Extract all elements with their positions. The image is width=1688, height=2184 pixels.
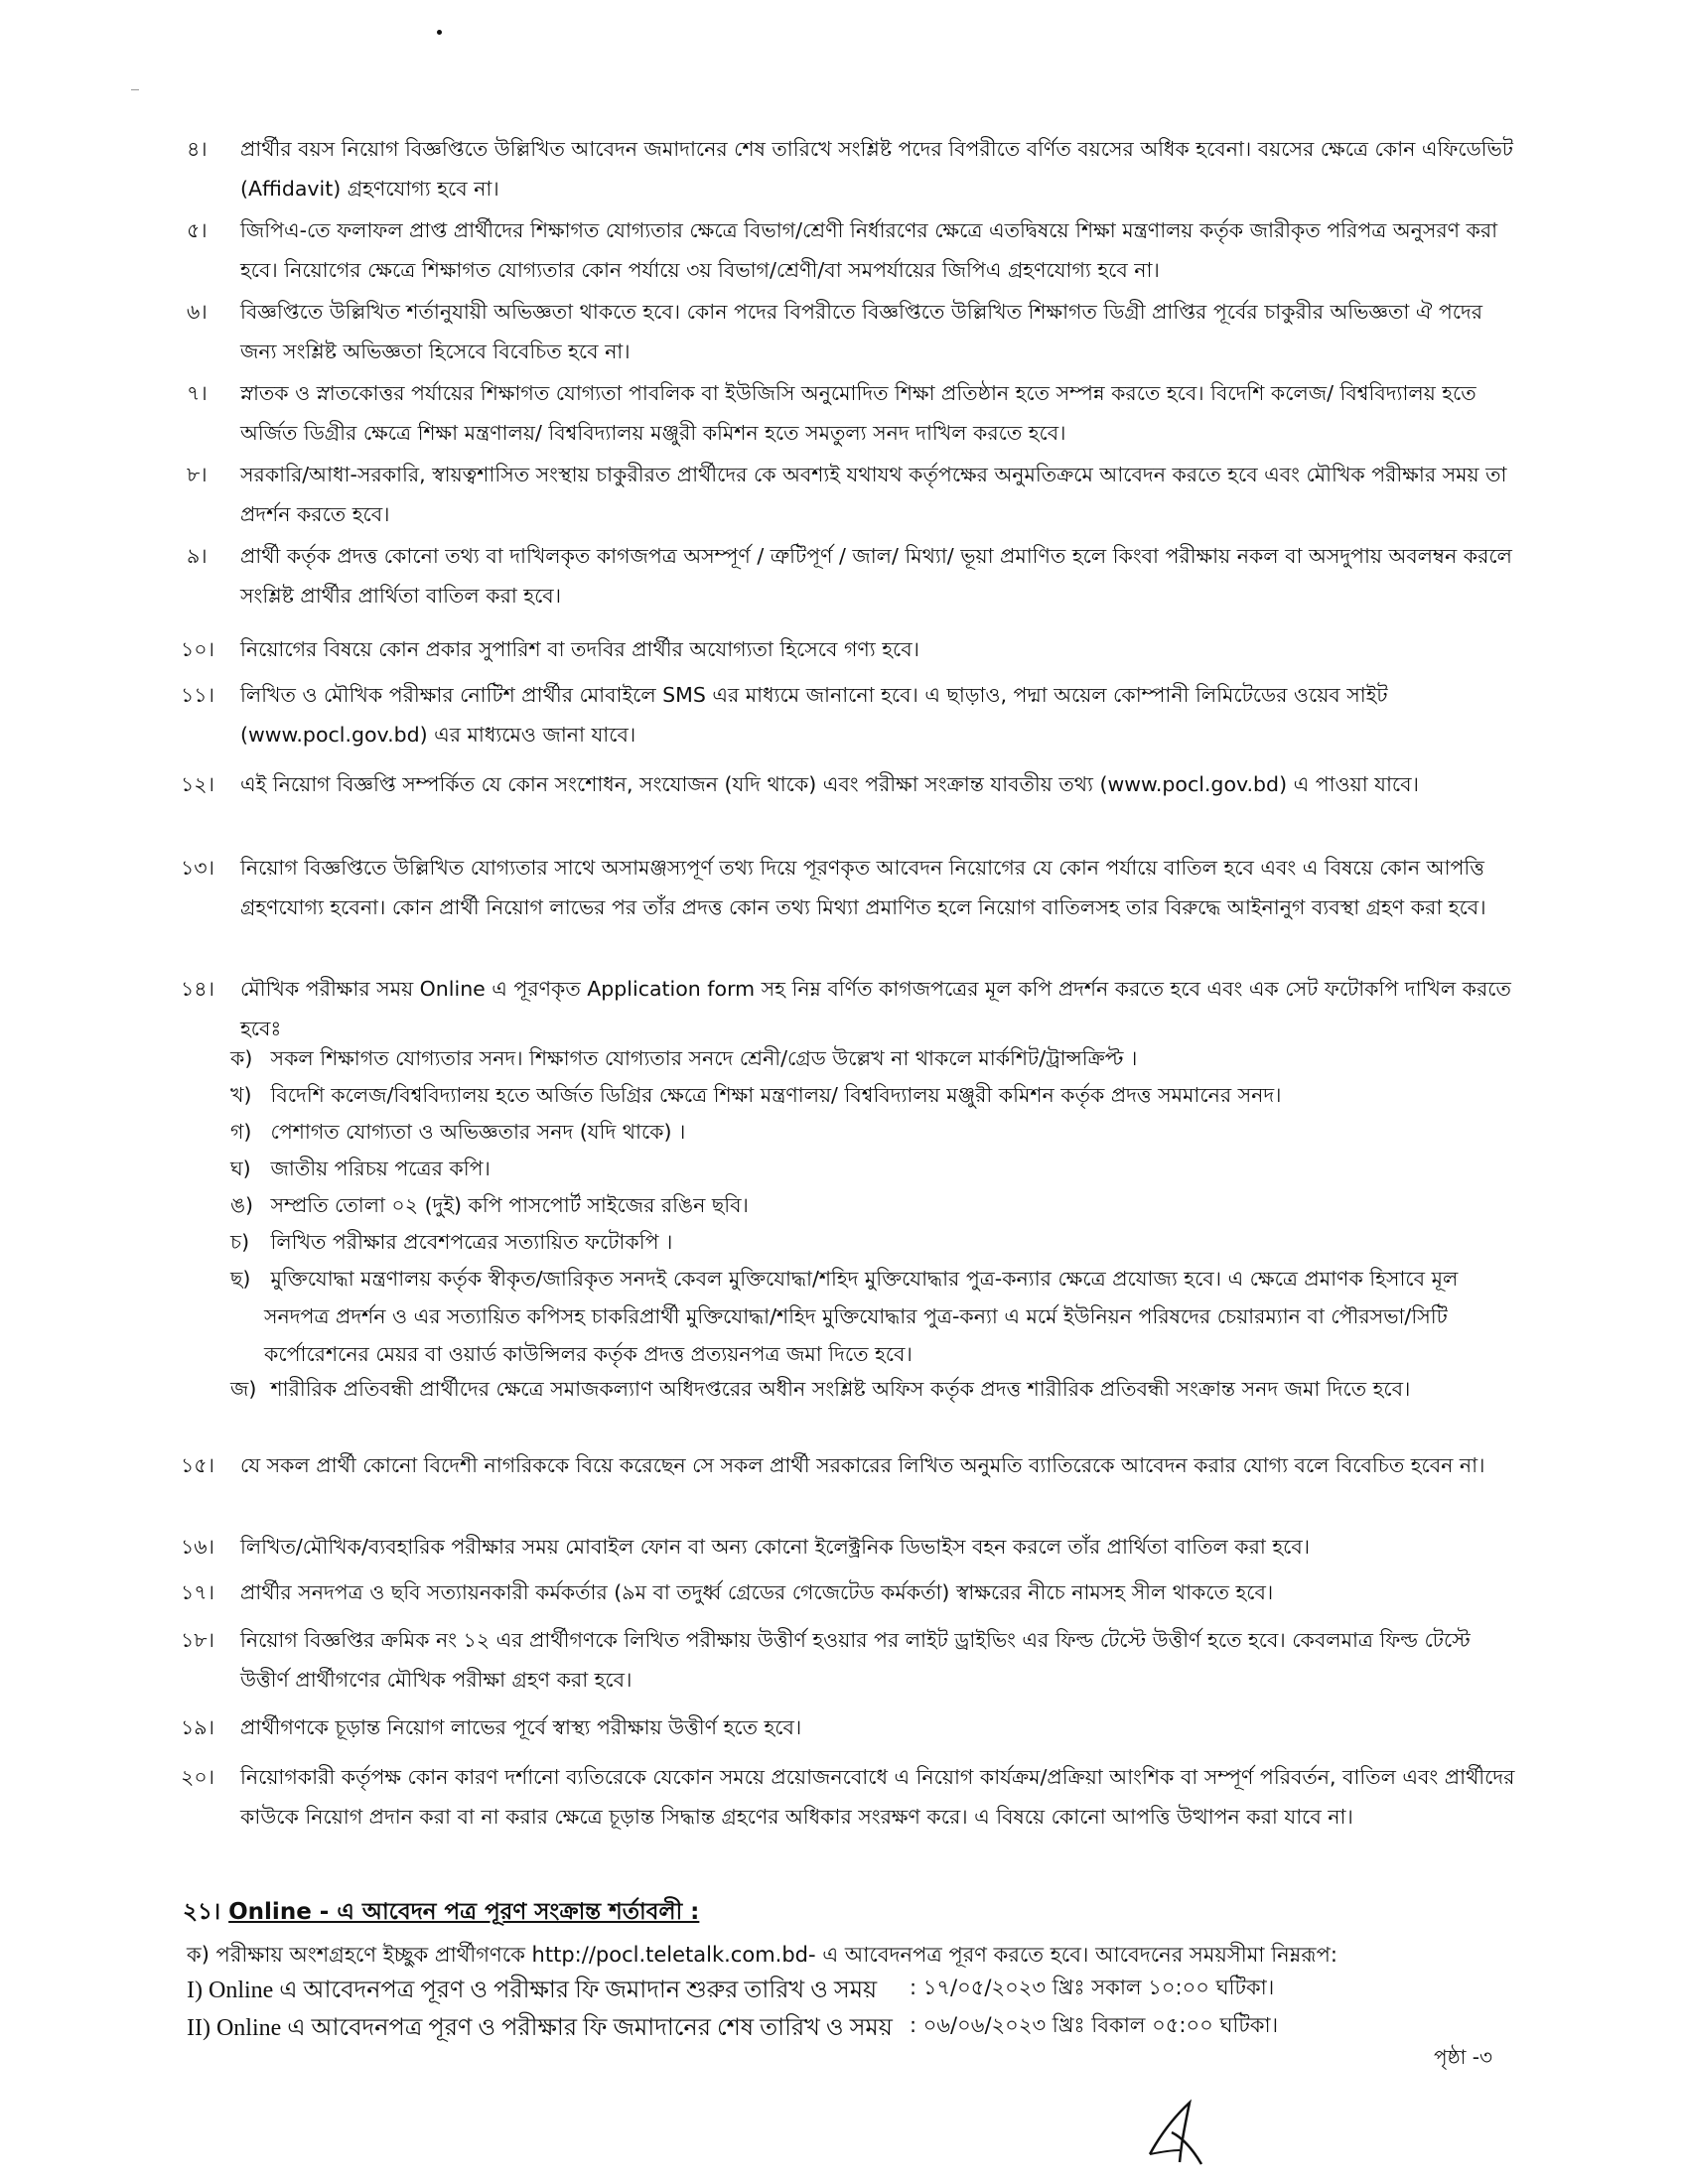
subclause-label: ক) xyxy=(230,1046,253,1070)
clause-number: ৮। xyxy=(187,463,208,486)
clause-text: স্নাতক ও স্নাতকোত্তর পর্যায়ের শিক্ষাগত যোগ্যতা পাবলিক বা ইউজিসি অনুমোদিত শিক্ষা প্রতিষ্ঠান হতে সম্পন্ন করতে হবে। বিদেশি কলেজ/ বিশ্ববিদ্যালয় হতে অর্জিত ডিগ্রীর ক্ষেত্রে শিক্ষা মন্ত্রণালয়/ বিশ্ববিদ্যালয় মঞ্জুরী কমিশন হতে সমতুল্য সনদ দাখিল করতে হবে। xyxy=(240,381,1477,445)
clause-text: জিপিএ-তে ফলাফল প্রাপ্ত প্রার্থীদের শিক্ষাগত যোগ্যতার ক্ষেত্রে বিভাগ/শ্রেণী নির্ধারণের ক্ষেত্রে এতদ্বিষয়ে শিক্ষা মন্ত্রণালয় কর্তৃক জারীকৃত পরিপত্র অনুসরণ করা হবে। নিয়োগের ক্ষেত্রে শিক্ষাগত যোগ্যতার কোন পর্যায়ে ৩য় বিভাগ/শ্রেণী/বা সমপর্যায়ের জিপিএ গ্রহণযোগ্য হবে না। xyxy=(240,218,1498,282)
clause-number: ১১। xyxy=(181,683,214,707)
clause-number: ১৬। xyxy=(181,1535,214,1559)
subclause-label: ঙ) xyxy=(230,1193,254,1217)
subclause-text: লিখিত পরীক্ষার প্রবেশপত্রের সত্যায়িত ফটোকপি । xyxy=(270,1230,673,1254)
subclause-kha xyxy=(230,1076,1521,1114)
subclause-uma xyxy=(230,1186,1521,1224)
subclause-gha xyxy=(230,1150,1521,1187)
line-ii-label: II) Online এ আবেদনপত্র পূরণ ও পরীক্ষার ফি জমাদানের শেষ তারিখ ও সময় xyxy=(187,2015,893,2041)
subclause-text: সকল শিক্ষাগত যোগ্যতার সনদ। শিক্ষাগত যোগ্যতার সনদে শ্রেনী/গ্রেড উল্লেখ না থাকলে মার্কশিট/ট্রান্সক্রিপ্ট । xyxy=(270,1046,1138,1070)
section-21-line-i xyxy=(187,1972,1275,2011)
clause-number: ১৫। xyxy=(181,1453,214,1477)
clause-number: ১৮। xyxy=(181,1628,214,1652)
line-i-value: : ১৭/০৫/২০২৩ খ্রিঃ সকাল ১০:০০ ঘটিকা। xyxy=(910,1976,1275,1999)
clause-text: প্রার্থীর সনদপত্র ও ছবি সত্যায়নকারী কর্মকর্তার (৯ম বা তদুর্ধ্ব গ্রেডের গেজেটেড কর্মকর্তা) স্বাক্ষরের নীচে নামসহ সীল থাকতে হবে। xyxy=(240,1580,1274,1604)
clause-text: লিখিত ও মৌখিক পরীক্ষার নোটিশ প্রার্থীর মোবাইলে SMS এর মাধ্যমে জানানো হবে। এ ছাড়াও, পদ্মা অয়েল কোম্পানী লিমিটেডের ওয়েব সাইট (www.pocl.gov.bd) এর মাধ্যমেও জানা যাবে। xyxy=(240,683,1388,747)
clause-number: ১৯। xyxy=(181,1715,214,1739)
clause-text: সরকারি/আধা-সরকারি, স্বায়ত্বশাসিত সংস্থায় চাকুরীরত প্রার্থীদের কে অবশ্যই যথাযথ কর্তৃপক্ষের অনুমতিক্রমে আবেদন করতে হবে এবং মৌখিক পরীক্ষার সময় তা প্রদর্শন করতে হবে। xyxy=(240,463,1507,526)
signature-mark xyxy=(1142,2093,1221,2172)
subclause-cha xyxy=(230,1223,1521,1261)
clause-number: ৪। xyxy=(187,137,208,161)
subclause-text: বিদেশি কলেজ/বিশ্ববিদ্যালয় হতে অর্জিত ডিগ্রির ক্ষেত্রে শিক্ষা মন্ত্রণালয়/ বিশ্ববিদ্যালয় মঞ্জুরী কমিশন কর্তৃক প্রদত্ত সমমানের সনদ। xyxy=(270,1083,1282,1107)
clause-text: নিয়োগকারী কর্তৃপক্ষ কোন কারণ দর্শানো ব্যতিরেকে যেকোন সময়ে প্রয়োজনবোধে এ নিয়োগ কার্যক্রম/প্রক্রিয়া আংশিক বা সম্পূর্ণ পরিবর্তন, বাতিল এবং প্রার্থীদের কাউকে নিয়োগ প্রদান করা বা না করার ক্ষেত্রে চূড়ান্ত সিদ্ধান্ত গ্রহণের অধিকার সংরক্ষণ করে। এ বিষয়ে কোনো আপত্তি উত্থাপন করা যাবে না। xyxy=(240,1765,1515,1829)
subclause-label: ঘ) xyxy=(230,1157,251,1180)
scan-speck xyxy=(437,30,442,35)
clause-number: ১৩। xyxy=(181,856,214,880)
subclause-chha xyxy=(230,1260,1525,1373)
clause-text: নিয়োগ বিজ্ঞপ্তির ক্রমিক নং ১২ এর প্রার্থীগণকে লিখিত পরীক্ষায় উত্তীর্ণ হওয়ার পর লাইট ড্রাইভিং এর ফিল্ড টেস্টে উত্তীর্ণ হতে হবে। কেবলমাত্র ফিল্ড টেস্টে উত্তীর্ণ প্রার্থীগণের মৌখিক পরীক্ষা গ্রহণ করা হবে। xyxy=(240,1628,1471,1692)
clause-number: ১০। xyxy=(181,637,214,661)
subclause-label: খ) xyxy=(230,1083,252,1107)
section-title: Online - এ আবেদন পত্র পূরণ সংক্রান্ত শর্তাবলী : xyxy=(228,1899,700,1925)
subclause-text: পেশাগত যোগ্যতা ও অভিজ্ঞতার সনদ (যদি থাকে) । xyxy=(270,1120,686,1144)
clause-text: প্রার্থীর বয়স নিয়োগ বিজ্ঞপ্তিতে উল্লিখিত আবেদন জমাদানের শেষ তারিখে সংশ্লিষ্ট পদের বিপরীতে বর্ণিত বয়সের অধিক হবেনা। বয়সের ক্ষেত্রে কোন এফিডেভিট (Affidavit) গ্রহণযোগ্য হবে না। xyxy=(240,137,1513,201)
subclause-ga xyxy=(230,1113,1521,1151)
clause-number: ৭। xyxy=(187,381,208,405)
clause-number: ৯। xyxy=(187,544,208,568)
clause-text: বিজ্ঞপ্তিতে উল্লিখিত শর্তানুযায়ী অভিজ্ঞতা থাকতে হবে। কোন পদের বিপরীতে বিজ্ঞপ্তিতে উল্লিখিত শিক্ষাগত ডিগ্রী প্রাপ্তির পূর্বের চাকুরীর অভিজ্ঞতা ঐ পদের জন্য সংশ্লিষ্ট অভিজ্ঞতা হিসেবে বিবেচিত হবে না। xyxy=(240,300,1483,363)
clause-number: ২০। xyxy=(181,1765,214,1789)
section-21-line-ka: ক) পরীক্ষায় অংশগ্রহণে ইচ্ছুক প্রার্থীগণকে http://pocl.teletalk.com.bd- এ আবেদনপত্র পূরণ করতে হবে। আবেদনের সময়সীমা নিম্নরূপ: xyxy=(187,1943,1337,1967)
clause-number: ১২। xyxy=(181,772,214,796)
subclause-text: সম্প্রতি তোলা ০২ (দুই) কপি পাসপোর্ট সাইজের রঙিন ছবি। xyxy=(270,1193,749,1217)
clause-text: প্রার্থীগণকে চূড়ান্ত নিয়োগ লাভের পূর্বে স্বাস্থ্য পরীক্ষায় উত্তীর্ণ হতে হবে। xyxy=(240,1715,802,1739)
clause-text: প্রার্থী কর্তৃক প্রদত্ত কোনো তথ্য বা দাখিলকৃত কাগজপত্র অসম্পূর্ণ / ত্রুটিপূর্ণ / জাল/ মিথ্যা/ ভূয়া প্রমাণিত হলে কিংবা পরীক্ষায় নকল বা অসদুপায় অবলম্বন করলে সংশ্লিষ্ট প্রার্থীর প্রার্থিতা বাতিল করা হবে। xyxy=(240,544,1512,608)
clause-number: ১৭। xyxy=(181,1580,214,1604)
clause-text: যে সকল প্রার্থী কোনো বিদেশী নাগরিককে বিয়ে করেছেন সে সকল প্রার্থী সরকারের লিখিত অনুমতি ব্যাতিরেকে আবেদন করার যোগ্য বলে বিবেচিত হবেন না। xyxy=(240,1453,1485,1477)
section-21-line-ii xyxy=(187,2009,1279,2049)
clause-number: ১৪। xyxy=(181,977,214,1001)
section-21-heading xyxy=(183,1893,699,1932)
subclause-text: শারীরিক প্রতিবন্ধী প্রার্থীদের ক্ষেত্রে সমাজকল্যাণ অধিদপ্তরের অধীন সংশ্লিষ্ট অফিস কর্তৃক প্রদত্ত শারীরিক প্রতিবন্ধী সংক্রান্ত সনদ জমা দিতে হবে। xyxy=(270,1377,1411,1401)
clause-text: এই নিয়োগ বিজ্ঞপ্তি সম্পর্কিত যে কোন সংশোধন, সংযোজন (যদি থাকে) এবং পরীক্ষা সংক্রান্ত যাবতীয় তথ্য (www.pocl.gov.bd) এ পাওয়া যাবে। xyxy=(240,772,1419,796)
clause-text: নিয়োগ বিজ্ঞপ্তিতে উল্লিখিত যোগ্যতার সাথে অসামঞ্জস্যপূর্ণ তথ্য দিয়ে পূরণকৃত আবেদন নিয়োগের যে কোন পর্যায়ে বাতিল হবে এবং এ বিষয়ে কোন আপত্তি গ্রহণযোগ্য হবেনা। কোন প্রার্থী নিয়োগ লাভের পর তাঁর প্রদত্ত কোন তথ্য মিথ্যা প্রমাণিত হলে নিয়োগ বাতিলসহ তার বিরুদ্ধে আইনানুগ ব্যবস্থা গ্রহণ করা হবে। xyxy=(240,856,1486,919)
clause-text: লিখিত/মৌখিক/ব্যবহারিক পরীক্ষার সময় মোবাইল ফোন বা অন্য কোনো ইলেক্ট্রনিক ডিভাইস বহন করলে তাঁর প্রার্থিতা বাতিল করা হবে। xyxy=(240,1535,1311,1559)
scan-mark xyxy=(131,83,139,90)
line-i-label: I) Online এ আবেদনপত্র পূরণ ও পরীক্ষার ফি জমাদান শুরুর তারিখ ও সময় xyxy=(187,1978,878,2003)
subclause-text: জাতীয় পরিচয় পত্রের কপি। xyxy=(270,1157,491,1180)
subclause-label: জ) xyxy=(230,1377,257,1401)
clause-number: ৫। xyxy=(187,218,208,242)
subclause-text: মুক্তিযোদ্ধা মন্ত্রণালয় কর্তৃক স্বীকৃত/জারিকৃত সনদই কেবল মুক্তিযোদ্ধা/শহিদ মুক্তিযোদ্ধার পুত্র-কন্যার ক্ষেত্রে প্রযোজ্য হবে। এ ক্ষেত্রে প্রমাণক হিসাবে মূল সনদপত্র প্রদর্শন ও এর সত্যায়িত কপিসহ চাকরিপ্রার্থী মুক্তিযোদ্ধা/শহিদ মুক্তিযোদ্ধার পুত্র-কন্যা এ মর্মে ইউনিয়ন পরিষদের চেয়ারম্যান বা পৌরসভা/সিটি কর্পোরেশনের মেয়র বা ওয়ার্ড কাউন্সিলর কর্তৃক প্রদত্ত প্রত্যয়নপত্র জমা দিতে হবে। xyxy=(264,1267,1459,1366)
line-ii-value: : ০৬/০৬/২০২৩ খ্রিঃ বিকাল ০৫:০০ ঘটিকা। xyxy=(910,2013,1279,2037)
clause-number: ৬। xyxy=(187,300,208,324)
page-number: পৃষ্ঠা -৩ xyxy=(1434,2045,1492,2069)
section-number: ২১। xyxy=(183,1899,221,1925)
subclause-label: চ) xyxy=(230,1230,250,1254)
subclause-ka xyxy=(230,1039,1521,1077)
subclause-ja xyxy=(230,1370,1525,1408)
clause-text: মৌখিক পরীক্ষার সময় Online এ পূরণকৃত Application form সহ নিম্ন বর্ণিত কাগজপত্রের মূল কপি প্রদর্শন করতে হবে এবং এক সেট ফটোকপি দাখিল করতে হবেঃ xyxy=(240,977,1511,1040)
subclause-label: গ) xyxy=(230,1120,252,1144)
clause-text: নিয়োগের বিষয়ে কোন প্রকার সুপারিশ বা তদবির প্রার্থীর অযোগ্যতা হিসেবে গণ্য হবে। xyxy=(240,637,920,661)
subclause-label: ছ) xyxy=(230,1267,251,1291)
